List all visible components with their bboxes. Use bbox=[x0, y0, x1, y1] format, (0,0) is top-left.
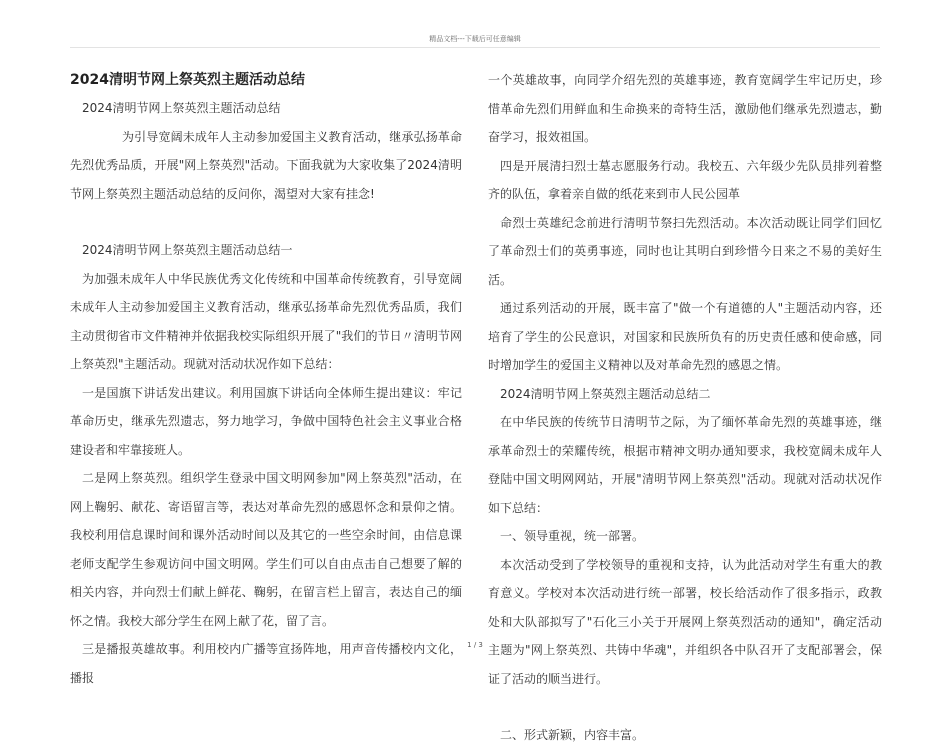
document-subtitle: 2024清明节网上祭英烈主题活动总结 bbox=[82, 101, 281, 115]
paragraph: 一是国旗下讲话发出建议。利用国旗下讲话向全体师生提出建议：牢记革命历史，继承先烈遗志，努力地学习，争做中国特色社会主义事业合格建设者和牢靠接班人。 bbox=[70, 385, 462, 457]
paragraph: 本次活动受到了学校领导的重视和支持，认为此活动对学生有重大的教育意义。学校对本次活动进行统一部署，校长给活动作了很多指示，政教处和大队部拟写了"石化三小关于开展网上祭英烈活动的通知"，确定活动主题为"网上祭英烈、共铸中华魂"，并组织各中队召开了支配部署会，保证了活动的顺当进行。 bbox=[488, 557, 882, 686]
header-divider bbox=[70, 47, 880, 48]
section-heading-1: 2024清明节网上祭英烈主题活动总结一 bbox=[82, 243, 293, 257]
page-number: 1 / 3 bbox=[467, 641, 483, 649]
subheading-format: 二、形式新颖，内容丰富。 bbox=[500, 728, 645, 742]
page-header: 精品文档---下载后可任意编辑 bbox=[429, 35, 521, 43]
spacer bbox=[70, 208, 462, 236]
paragraph: 通过系列活动的开展，既丰富了"做一个有道德的人"主题活动内容，还培育了学生的公民意识，对国家和民族所负有的历史责任感和使命感，同时增加学生的爱国主义精神以及对革命先烈的感恩之情。 bbox=[488, 301, 882, 372]
paragraph: 为加强未成年人中华民族优秀文化传统和中国革命传统教育，引导宽阔未成年人主动参加爱国主义教育活动，继承弘扬革命先烈优秀品质，我们主动贯彻省市文件精神并依据我校实际组织开展了"我们的节日〃清明节网上祭英烈"主题活动。现就对活动状况作如下总结： bbox=[70, 271, 462, 371]
paragraph: 命烈士英雄纪念前进行清明节祭扫先烈活动。本次活动既让同学们回忆了革命烈士们的英勇事迹，同时也让其明白到珍惜今日来之不易的美好生活。 bbox=[488, 215, 882, 287]
subheading-leadership: 一、领导重视，统一部署。 bbox=[500, 529, 645, 543]
paragraph: 一个英雄故事，向同学介绍先烈的英雄事迹，教育宽阔学生牢记历史，珍惜革命先烈们用鲜血和生命换来的奇特生活，激励他们继承先烈遗志，勤奋学习，报效祖国。 bbox=[488, 73, 882, 144]
paragraph: 四是开展清扫烈士墓志愿服务行动。我校五、六年级少先队员排列着整齐的队伍，拿着亲自做的纸花来到市人民公园革 bbox=[488, 158, 882, 201]
paragraph: 二是网上祭英烈。组织学生登录中国文明网参加"网上祭英烈"活动，在网上鞠躬、献花、寄语留言等，表达对革命先烈的感恩怀念和景仰之情。我校利用信息课时间和课外活动时间以及其它的一些空余时间，由信息课老师支配学生参观访问中国文明网。学生们可以自由点击自己想要了解的相关内容，并向烈士们献上鲜花、鞠躬，在留言栏上留言，表达自己的缅怀之情。我校大部分学生在网上献了花，留了言。 bbox=[70, 471, 462, 628]
paragraph: 三是播报英雄故事。利用校内广播等宣扬阵地，用声音传播校内文化，播报 bbox=[70, 642, 462, 685]
section-heading-2: 2024清明节网上祭英烈主题活动总结二 bbox=[500, 386, 711, 401]
paragraph: 在中华民族的传统节日清明节之际，为了缅怀革命先烈的英雄事迹，继承革命烈士的荣耀传统，根据市精神文明办通知要求，我校宽阔未成年人登陆中国文明网网站，开展"清明节网上祭英烈"活动。现就对活动状况作如下总结： bbox=[488, 415, 882, 515]
spacer bbox=[488, 693, 882, 721]
document-title: 2024清明节网上祭英烈主题活动总结 bbox=[70, 72, 305, 88]
left-column bbox=[70, 66, 462, 692]
intro-paragraph: 为引导宽阔未成年人主动参加爱国主义教育活动，继承弘扬革命先烈优秀品质，开展"网上祭英烈"活动。下面我就为大家收集了2024清明节网上祭英烈主题活动总结的反问你，渴望对大家有挂念! bbox=[70, 129, 462, 201]
